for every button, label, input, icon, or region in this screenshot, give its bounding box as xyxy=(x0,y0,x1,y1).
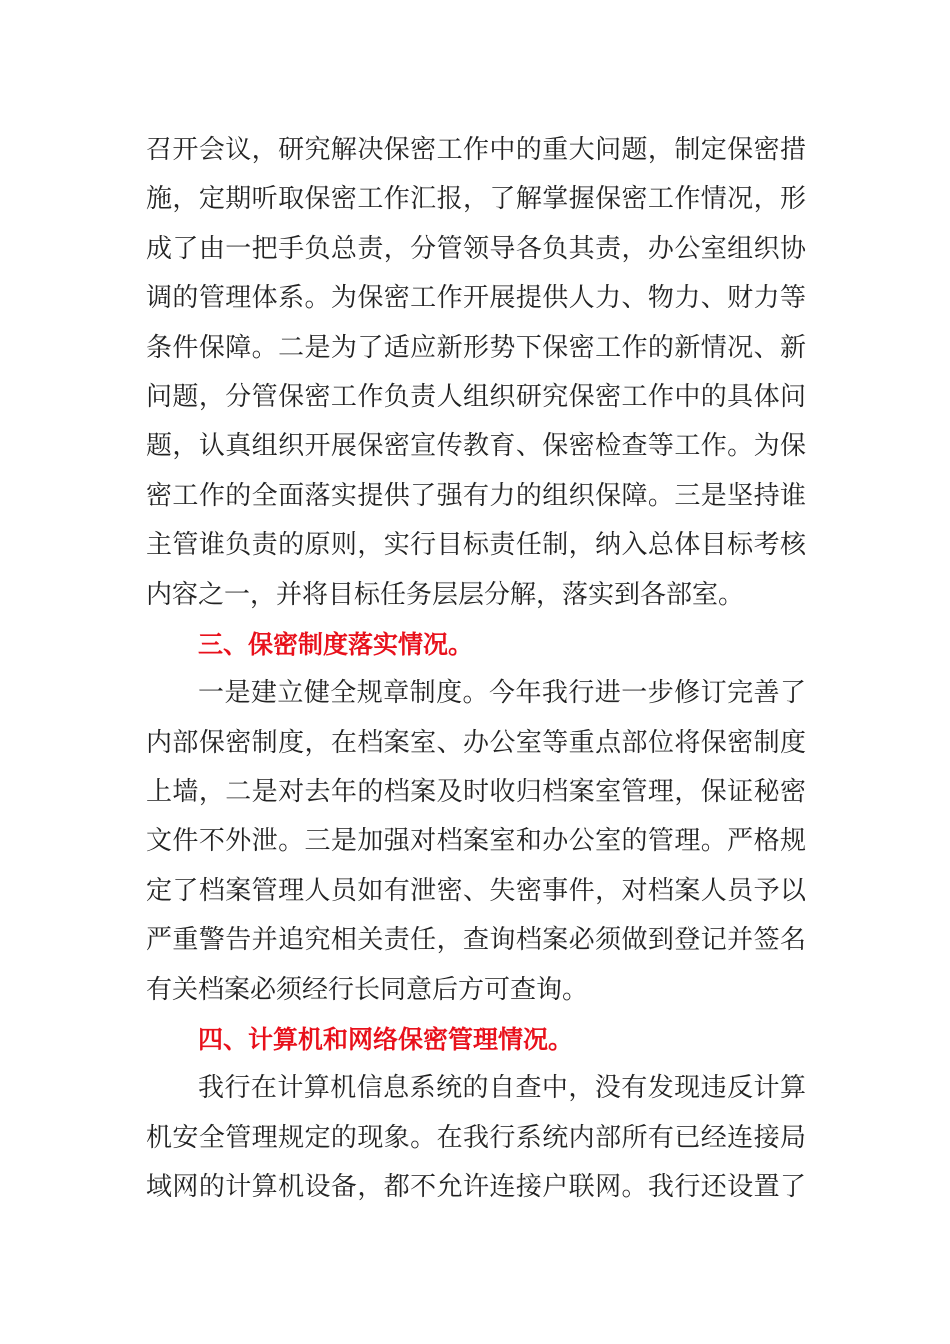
section-heading-4: 四、计算机和网络保密管理情况。 xyxy=(198,1025,574,1055)
body-line: 主管谁负责的原则，实行目标责任制，纳入总体目标考核 xyxy=(146,530,806,561)
body-line: 文件不外泄。三是加强对档案室和办公室的管理。严格规 xyxy=(146,826,806,857)
body-line: 域网的计算机设备，都不允许连接户联网。我行还设置了 xyxy=(146,1172,806,1203)
body-line: 内容之一，并将目标任务层层分解，落实到各部室。 xyxy=(146,579,745,610)
body-line: 上墙，二是对去年的档案及时收归档案室管理，保证秘密 xyxy=(146,777,806,808)
body-line: 成了由一把手负总责，分管领导各负其责，办公室组织协 xyxy=(146,233,806,264)
body-line: 机安全管理规定的现象。在我行系统内部所有已经连接局 xyxy=(146,1122,806,1153)
body-line: 有关档案必须经行长同意后方可查询。 xyxy=(146,974,589,1005)
body-line: 定了档案管理人员如有泄密、失密事件，对档案人员予以 xyxy=(146,875,806,906)
body-line: 施，定期听取保密工作汇报，了解掌握保密工作情况，形 xyxy=(146,184,806,215)
body-line: 调的管理体系。为保密工作开展提供人力、物力、财力等 xyxy=(146,283,806,314)
document-body xyxy=(146,126,806,1213)
body-line: 密工作的全面落实提供了强有力的组织保障。三是坚持谁 xyxy=(146,480,806,511)
body-line: 条件保障。二是为了适应新形势下保密工作的新情况、新 xyxy=(146,332,806,363)
body-line: 召开会议，研究解决保密工作中的重大问题，制定保密措 xyxy=(146,135,806,165)
body-line: 严重警告并追究相关责任，查询档案必须做到登记并签名 xyxy=(146,925,806,956)
section-heading-3: 三、保密制度落实情况。 xyxy=(198,629,474,659)
body-line: 内部保密制度，在档案室、办公室等重点部位将保密制度 xyxy=(146,727,806,758)
body-line: 问题，分管保密工作负责人组织研究保密工作中的具体问 xyxy=(146,381,806,412)
body-line: 我行在计算机信息系统的自查中，没有发现违反计算 xyxy=(198,1073,806,1104)
body-line: 题，认真组织开展保密宣传教育、保密检查等工作。为保 xyxy=(146,431,806,462)
body-line: 一是建立健全规章制度。今年我行进一步修订完善了 xyxy=(198,678,806,709)
